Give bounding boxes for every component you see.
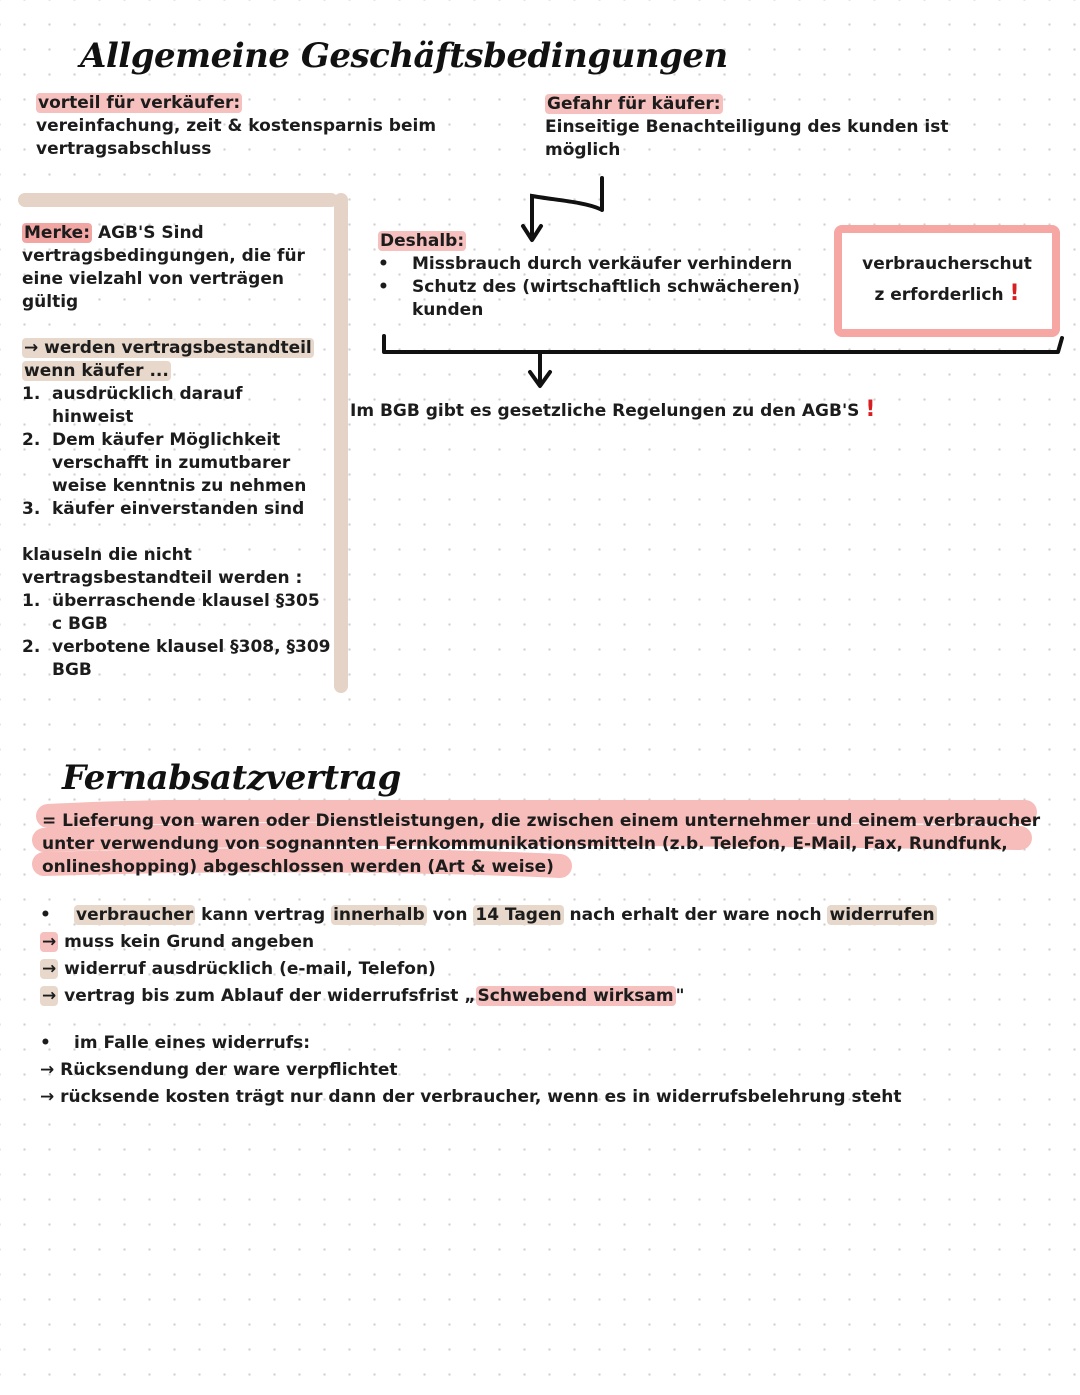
deshalb-bracket: [384, 336, 1062, 352]
falle-block: [40, 1030, 1040, 1111]
fernabsatz-title: Fernabsatzvertrag: [62, 758, 401, 798]
widerruf-bullet: • verbraucher kann vertrag innerhalb von 14 Tagen nach erhalt der ware noch widerrufen: [40, 905, 935, 925]
condition-item: 1. ausdrücklich darauf hinweist: [22, 384, 243, 427]
verbraucherschutz-line2: z erforderlich: [874, 285, 1004, 305]
falle-arrow1: → Rücksendung der ware verpflichtet: [40, 1060, 398, 1080]
deshalb-item: • Missbrauch durch verkäufer verhindern: [378, 254, 793, 274]
exclamation-icon: !: [865, 397, 876, 422]
arrow-icon: →: [42, 986, 57, 1006]
klauseln-line2: vertragsbestandteil werden :: [22, 568, 303, 588]
definition-line1: = Lieferung von waren oder Dienstleistungen, die zwischen einem unternehmer und einem verbraucher: [42, 811, 1041, 831]
exclamation-icon: !: [1009, 281, 1020, 306]
falle-bullet: • im Falle eines widerrufs:: [40, 1033, 311, 1053]
agb-title: Allgemeine Geschäftsbedingungen: [80, 36, 728, 76]
klauseln-line1: klauseln die nicht: [22, 545, 192, 565]
deshalb-item: • Schutz des (wirtschaftlich schwächeren) kunden: [378, 277, 801, 320]
bestandteil-line1: → werden vertragsbestandteil: [24, 338, 312, 358]
bestandteil-line2: wenn käufer ...: [24, 361, 169, 381]
gefahr-line2: möglich: [545, 140, 621, 160]
vorteil-line2: vertragsabschluss: [36, 139, 212, 159]
merke-label: Merke:: [24, 223, 91, 243]
condition-item: 3. käufer einverstanden sind: [22, 499, 305, 519]
bgb-note-line: [350, 398, 910, 423]
flow-arrows: [0, 0, 1080, 440]
klauseln-list: [22, 590, 334, 682]
deshalb-label: Deshalb:: [380, 231, 465, 251]
deshalb-block: [378, 230, 828, 322]
definition-block: [42, 810, 1042, 879]
definition-line3: onlineshopping) abgeschlossen werden (Art & weise): [42, 857, 554, 877]
arrow-icon: →: [42, 959, 57, 979]
deshalb-list: [378, 253, 828, 322]
falle-arrow2: → rücksende kosten trägt nur dann der verbraucher, wenn es in widerrufsbelehrung steht: [40, 1087, 902, 1107]
widerruf-arrow2: → widerruf ausdrücklich (e-mail, Telefon): [42, 959, 436, 979]
vorteil-line1: vereinfachung, zeit & kostensparnis beim: [36, 116, 437, 136]
verbraucherschutz-box: [834, 225, 1060, 337]
arrow-icon: →: [42, 932, 57, 952]
vorteil-heading: vorteil für verkäufer:: [38, 93, 241, 113]
widerruf-block: [40, 902, 1040, 1010]
definition-line2: unter verwendung von sognannten Fernkommunikationsmitteln (z.b. Telefon, E-Mail, Fax, Rundfunk,: [42, 834, 1008, 854]
merke-text-2: vertragsbedingungen, die für: [22, 246, 305, 266]
klausel-item: 2. verbotene klausel §308, §309 BGB: [22, 637, 331, 680]
merke-text-1: AGB'S Sind: [97, 223, 204, 243]
klausel-item: 1. überraschende klausel §305 c BGB: [22, 591, 320, 634]
merke-text-4: gültig: [22, 292, 79, 312]
verbraucherschutz-line1: verbraucherschut: [862, 254, 1032, 274]
merke-text-3: eine vielzahl von verträgen: [22, 269, 284, 289]
widerruf-arrow3: → vertrag bis zum Ablauf der widerrufsfrist „ Schwebend wirksam ": [42, 986, 685, 1006]
gefahr-line1: Einseitige Benachteiligung des kunden ist: [545, 117, 949, 137]
bgb-note: Im BGB gibt es gesetzliche Regelungen zu den AGB'S: [350, 401, 860, 421]
widerruf-arrow1: → muss kein Grund angeben: [42, 932, 315, 952]
condition-item: 2. Dem käufer Möglichkeit verschafft in zumutbarer weise kenntnis zu nehmen: [22, 430, 307, 496]
gefahr-heading: Gefahr für käufer:: [547, 94, 721, 114]
